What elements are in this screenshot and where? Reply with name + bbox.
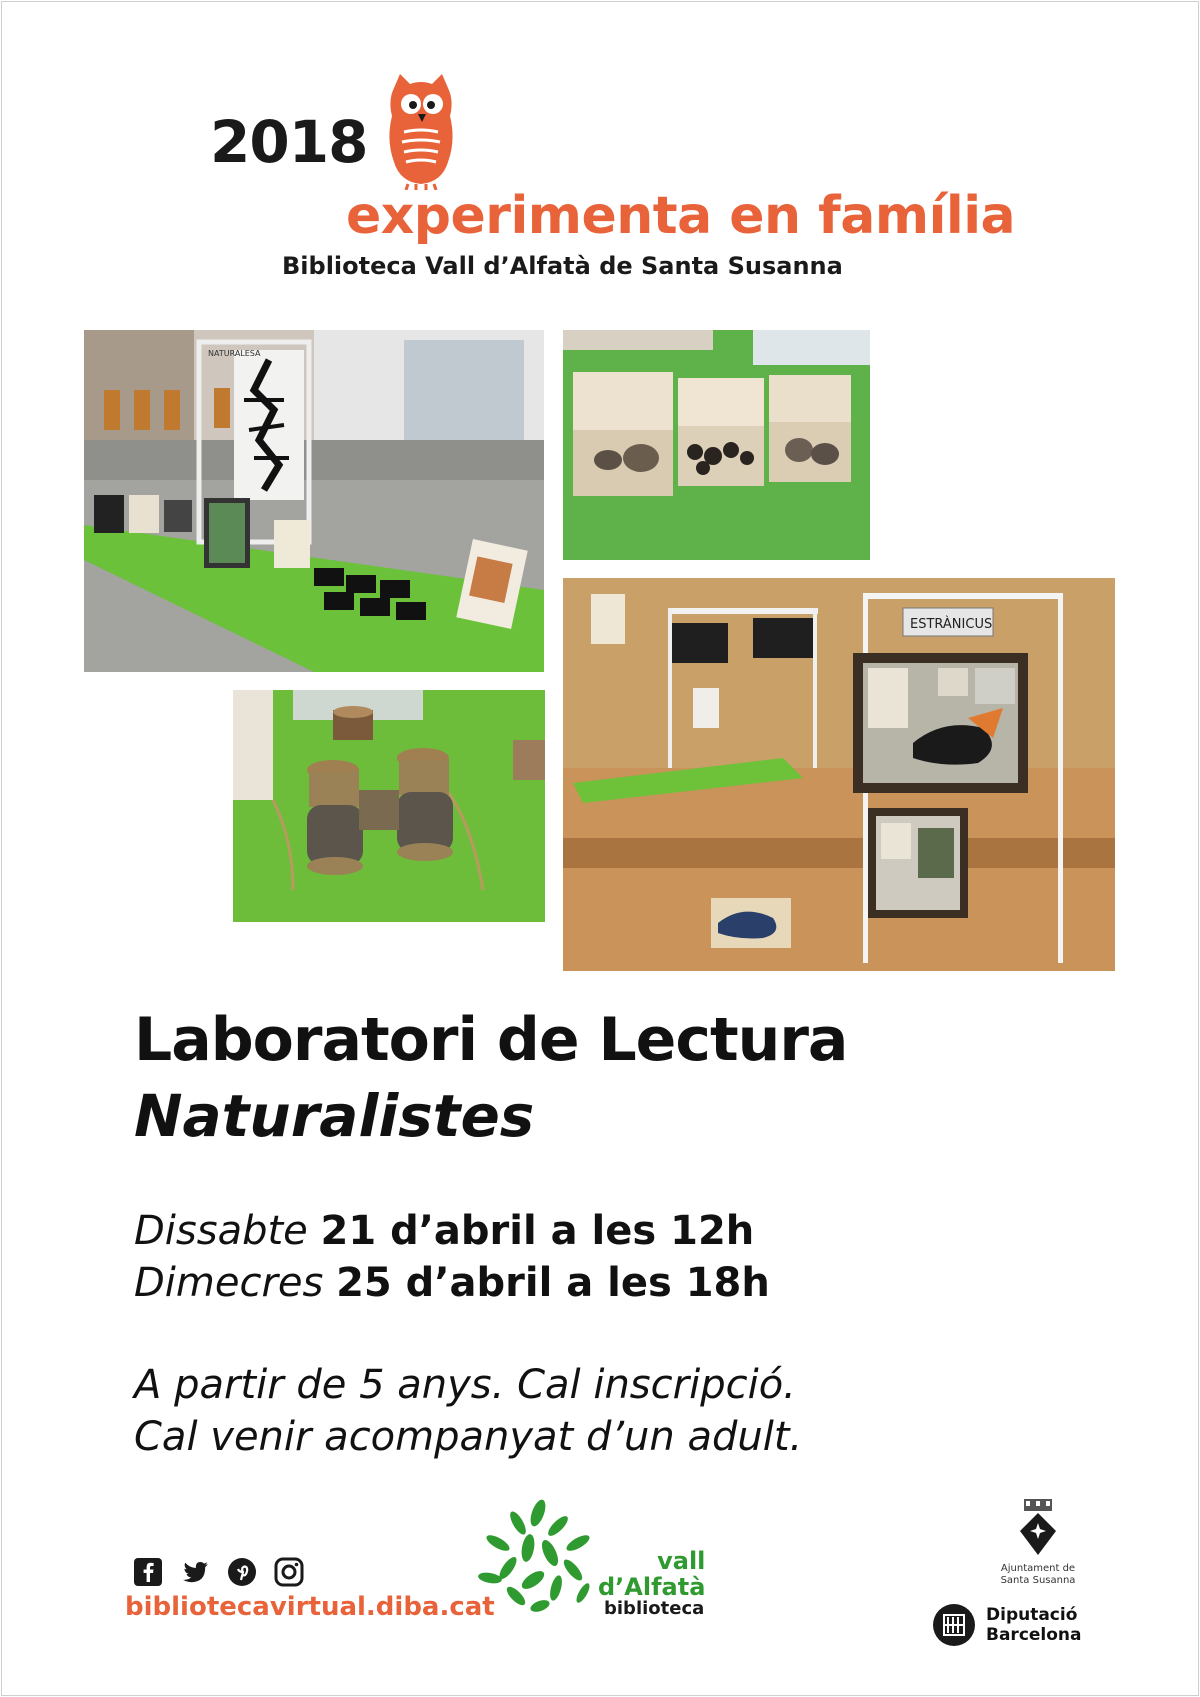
strange-sign-text: ESTRÀNICUS [910,617,993,632]
vall-alfata-biblioteca: biblioteca [604,1598,705,1619]
pinterest-icon[interactable] [226,1556,258,1588]
photo-binoculars [233,690,545,922]
event-title: Laboratori de Lectura [134,1005,848,1075]
session-day: Dissabte [134,1208,308,1254]
twitter-icon[interactable] [179,1556,211,1588]
diputacio-text [986,1605,1082,1645]
year: 2018 [210,108,368,176]
session-time: 21 d’abril a les 12h [320,1208,755,1254]
session-line-1 [134,1208,754,1254]
diputacio-line-1: Diputació [986,1605,1078,1625]
brand-title: experimenta en família [346,186,1016,246]
social-icons [132,1556,315,1592]
photo-wooden-boxes [563,330,870,560]
photo-exhibit-hall [84,330,544,672]
diputacio-line-2: Barcelona [986,1625,1082,1645]
ajuntament-line-2: Santa Susanna [1000,1575,1076,1586]
photo-strange-creatures [563,578,1115,971]
instagram-icon[interactable] [273,1556,305,1588]
ajuntament-text [980,1563,1096,1587]
vall-line: vall [657,1547,706,1575]
vall-alfata-name [598,1548,705,1600]
owl-logo-icon [386,70,456,190]
session-line-2 [134,1260,770,1306]
library-name: Biblioteca Vall d’Alfatà de Santa Susanna [282,252,843,280]
vall-alfata-leaves-icon [478,1498,598,1616]
diputacio-logo-icon [932,1603,976,1647]
ajuntament-line-1: Ajuntament de [1000,1563,1076,1574]
info-line-adult: Cal venir acompanyat d’un adult. [134,1414,803,1460]
alfata-line: d’Alfatà [598,1573,706,1601]
website-link[interactable]: bibliotecavirtual.diba.cat [125,1592,495,1622]
info-line-age: A partir de 5 anys. Cal inscripció. [134,1362,796,1408]
skeleton-sign-text: NATURALESA [208,349,261,358]
event-subtitle: Naturalistes [134,1082,535,1150]
session-time: 25 d’abril a les 18h [336,1260,770,1306]
facebook-icon[interactable] [132,1556,164,1588]
session-day: Dimecres [134,1260,324,1306]
ajuntament-crest-icon [1018,1497,1058,1557]
